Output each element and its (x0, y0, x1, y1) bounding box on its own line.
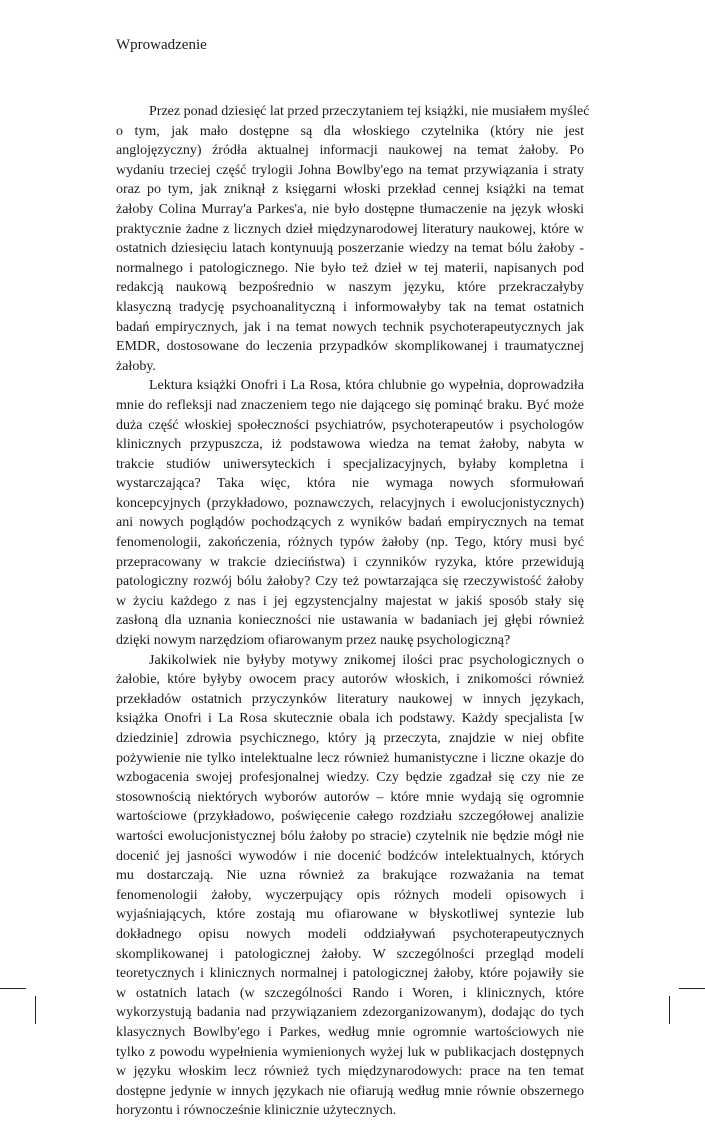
text-line: zasłoną dla uznania konieczności nie ustawania w badaniach jej głębi również (116, 613, 584, 629)
text-line: dziedzinie] zdrowia psychicznego, który ją przeczyta, znajdzie w niej obfite (116, 731, 584, 746)
text-line: żałoby. (116, 358, 156, 374)
text-line: dokładnego opisu nowych modeli oddziaływań psychoterapeutycznych (116, 926, 584, 942)
text-line: przepracowany w trakcie dzieciństwa) i czynników ryzyka, które przewidują (116, 554, 584, 570)
text-line: anglojęzyczny) źródła aktualnej informacji naukowej na temat żałoby. Po (116, 143, 584, 159)
text-line: Przez ponad dziesięć lat przed przeczytaniem tej książki, nie musiałem myśleć (149, 104, 590, 119)
text-line: stosownością niektórych wyborów autorów – które mnie wydają się ogromnie (116, 789, 584, 805)
running-header: Wprowadzenie (116, 37, 207, 53)
text-line: normalnego i patologicznego. Nie było też dzieł w tej materii, napisanych pod (116, 260, 584, 276)
text-line: wartości ewolucjonistycznej bólu żałoby po stracie) czytelnik nie będzie mógł nie (116, 828, 584, 844)
text-line: wzbogacenia swojej profesjonalnej wiedzy. Czy będzie zgadzał się czy nie ze (116, 770, 584, 786)
text-line: docenić jej jasności wywodów i nie docenić bodźców intelektualnych, których (116, 848, 584, 864)
paragraph (116, 376, 584, 650)
text-line: w ostatnich latach (w szczególności Rando i Woren, i klinicznych, które (116, 985, 584, 1001)
text-line: badań empirycznych, jak i na temat nowych technik psychoterapeutycznych jak (116, 319, 584, 335)
text-line: żałobie, które byłyby owocem pracy autorów włoskich, i znikomości również (116, 672, 584, 688)
text-line: koncepcyjnych (przykładowo, poznawczych, relacyjnych i ewolucjonistycznych) (116, 495, 584, 511)
text-line: dzięki nowym narzędziom ofiarowanym przez naukę psychologiczną? (116, 633, 511, 649)
body-text (116, 102, 590, 1121)
text-line: w życiu każdego z nas i jej egzystencjalny majestat w jakiś sposób stały się (116, 593, 584, 609)
text-line: skomplikowanej i patologicznej żałoby. W szczególności przegląd modeli (116, 946, 584, 962)
text-line: tylko z powodu wypełnienia wymienionych wyżej luk w publikacjach dostępnych (116, 1044, 584, 1060)
crop-mark-right-vertical (669, 996, 670, 1024)
text-line: oraz po tym, jak zniknął z księgarni włoski przekład cennej książki na temat (116, 182, 584, 198)
text-line: trakcie studiów uniwersyteckich i specjalizacyjnych, byłaby kompletna i (116, 456, 584, 472)
text-line: fenomenologii żałoby, wyczerpujący opis różnych modeli opisowych i (116, 887, 584, 903)
text-line: klasyczną tradycję psychoanalityczną i informowałyby tak na temat ostatnich (116, 299, 584, 315)
text-line: Lektura książki Onofri i La Rosa, która chlubnie go wypełnia, doprowadziła (149, 378, 584, 394)
paragraph (116, 102, 590, 376)
text-line: praktycznie żadne z licznych dzieł międzynarodowej literatury naukowej, które w (116, 221, 584, 237)
text-line: klinicznych przypuszcza, iż podstawowa wiedza na temat żałoby, nabyta w (116, 437, 584, 453)
text-line: EMDR, dostosowane do leczenia przypadków skomplikowanej i traumatycznej (116, 339, 584, 355)
text-line: wykorzystują badania nad przywiązaniem zdezorganizowanym), dodając do tych (116, 1005, 584, 1021)
text-line: mu dostarczają. Nie uzna również za brakujące rozważania na temat (116, 868, 584, 884)
text-line: patologiczny rozwój bólu żałoby? Czy też powtarzająca się rzeczywistość żałoby (116, 574, 584, 590)
text-line: wyjaśniających, które zostają mu ofiarowane w błyskotliwej syntezie lub (116, 907, 584, 923)
text-line: Jakikolwiek nie byłyby motywy znikomej ilości prac psychologicznych o (149, 652, 584, 668)
text-line: żałoby Colina Murray'a Parkes'a, nie było dostępne tłumaczenie na język włoski (116, 201, 584, 217)
text-line: w języku włoskim lecz również tych międzynarodowych: prace na ten temat (116, 1064, 584, 1080)
text-line: pożywienie nie tylko intelektualne lecz również humanistyczne i liczne okazje do (116, 750, 584, 766)
text-line: wartościowe (przykładowo, poświęcenie całego rozdziału szczegółowej analizie (116, 809, 584, 825)
text-line: klasycznych Bowlby'ego i Parkes, według mnie ogromnie wartościowych nie (116, 1024, 584, 1040)
text-line: ani nowych poglądów pochodzących z wyników badań empirycznych na temat (116, 515, 584, 531)
text-line: horyzontu i równocześnie klinicznie użytecznych. (116, 1103, 397, 1119)
paragraph (116, 651, 584, 1121)
crop-mark-right-horizontal (679, 988, 705, 989)
text-line: przekładów ostatnich przyczynków literatury naukowej w innych językach, (116, 691, 584, 707)
text-line: duża część włoskiej społeczności psychiatrów, psychoterapeutów i psychologów (116, 417, 584, 433)
crop-mark-left-vertical (35, 996, 36, 1024)
text-line: dostępne jedynie w innych językach nie ofiarują według mnie równie obszernego (116, 1083, 584, 1099)
text-line: fenomenologii, zakończenia, różnych typów żałoby (np. Tego, który musi być (116, 535, 584, 551)
crop-mark-left-horizontal (0, 988, 26, 989)
text-line: redakcją naukową bezpośrednio w naszym języku, które przekraczałyby (116, 280, 584, 296)
text-line: mnie do refleksji nad znaczeniem tego nie dającego się pominąć braku. Być może (116, 397, 584, 413)
text-line: wystarczająca? Taka więc, która nie wymaga nowych sformułowań (116, 476, 584, 492)
text-line: ostatnich dziesięciu latach kontynuują poszerzanie wiedzy na temat bólu żałoby - (116, 241, 584, 257)
text-line: o tym, jak mało dostępne są dla włoskiego czytelnika (który nie jest (116, 123, 584, 139)
text-line: wydaniu trzeciej część trylogii Johna Bowlby'ego na temat przywiązania i straty (116, 162, 584, 178)
text-line: teoretycznych i klinicznych normalnej i patologicznej żałoby, które pojawiły sie (116, 966, 584, 982)
text-line: książka Onofri i La Rosa skutecznie obala ich podstawy. Każdy specjalista [w (116, 711, 584, 727)
